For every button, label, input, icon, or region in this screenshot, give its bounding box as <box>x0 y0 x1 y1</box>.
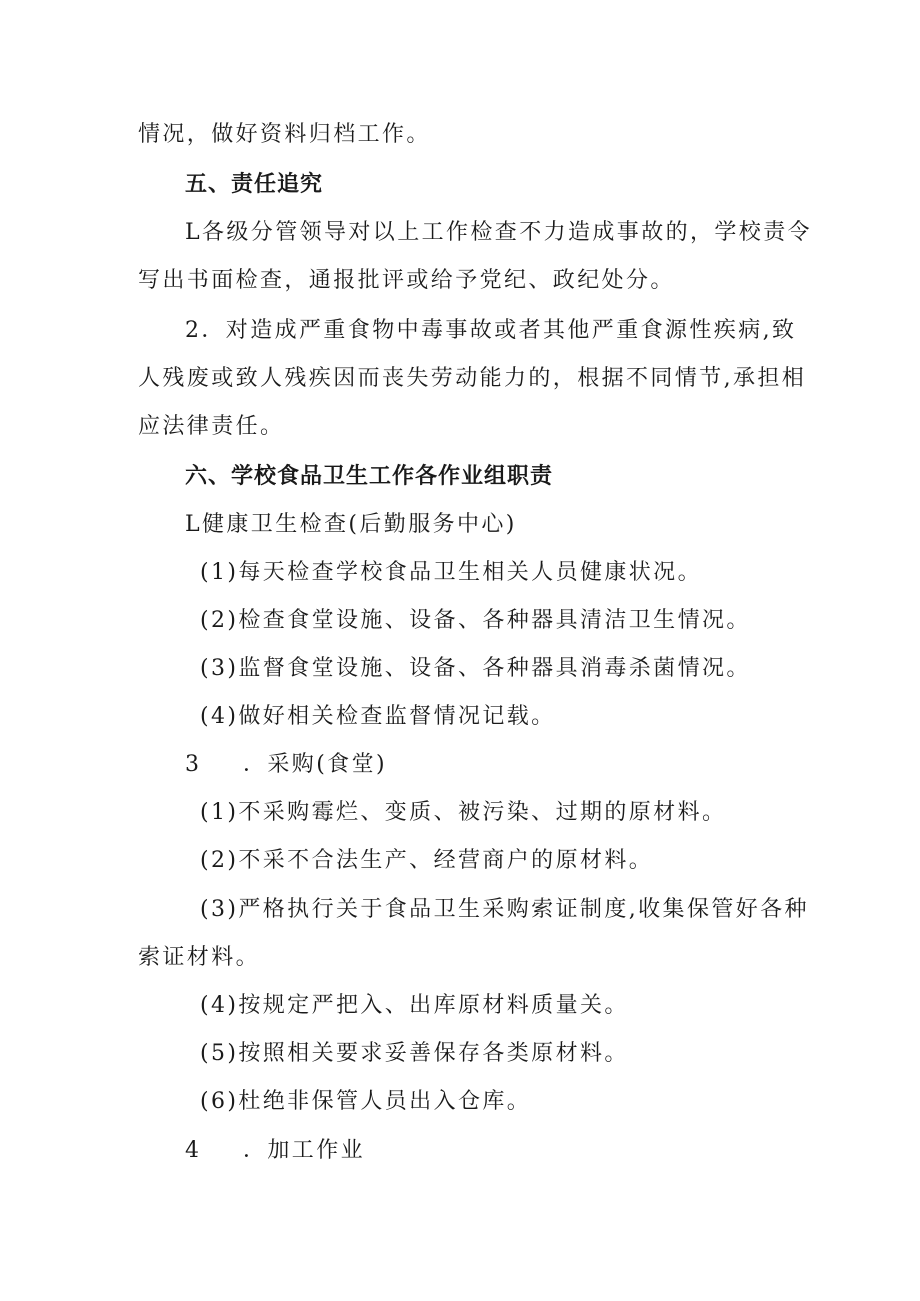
list-item: (1)不采购霉烂、变质、被污染、过期的原材料。 <box>200 800 727 825</box>
list-item: (3)监督食堂设施、设备、各种器具消毒杀菌情况。 <box>200 656 751 681</box>
list-heading: L健康卫生检查(后勤服务中心) <box>185 512 517 537</box>
paragraph-line: 索证材料。 <box>138 945 261 970</box>
paragraph-line: 人残废或致人残疾因而丧失劳动能力的，根据不同情节,承担相 <box>138 366 807 391</box>
paragraph-line: 写出书面检查，通报批评或给予党纪、政纪处分。 <box>138 268 675 293</box>
list-item: (1)每天检查学校食品卫生相关人员健康状况。 <box>200 560 702 585</box>
list-item: (2)检查食堂设施、设备、各种器具清洁卫生情况。 <box>200 608 751 633</box>
section-heading-duties: 六、学校食品卫生工作各作业组职责 <box>185 464 554 489</box>
list-heading-text: ．采购(食堂) <box>243 752 387 777</box>
list-number: 4 <box>185 1138 202 1163</box>
paragraph-line: 情况，做好资料归档工作。 <box>138 122 431 147</box>
list-item: (2)不采不合法生产、经营商户的原材料。 <box>200 848 654 873</box>
list-heading-text: ．加工作业 <box>243 1138 366 1163</box>
section-heading-accountability: 五、责任追究 <box>185 172 324 197</box>
list-item: (3)严格执行关于食品卫生采购索证制度,收集保管好各种 <box>200 897 809 922</box>
list-item: (6)杜绝非保管人员出入仓库。 <box>200 1089 532 1114</box>
paragraph-line: 应法律责任。 <box>138 414 285 439</box>
list-item: (5)按照相关要求妥善保存各类原材料。 <box>200 1041 629 1066</box>
paragraph-line: L各级分管领导对以上工作检查不力造成事故的，学校责令 <box>185 220 813 245</box>
list-heading <box>185 1136 365 1166</box>
list-item: (4)按规定严把入、出库原材料质量关。 <box>200 993 629 1018</box>
list-heading <box>185 750 387 780</box>
list-number: 3 <box>185 752 202 777</box>
paragraph-line: 2．对造成严重食物中毒事故或者其他严重食源性疾病,致 <box>185 318 797 343</box>
list-item: (4)做好相关检查监督情况记载。 <box>200 704 556 729</box>
